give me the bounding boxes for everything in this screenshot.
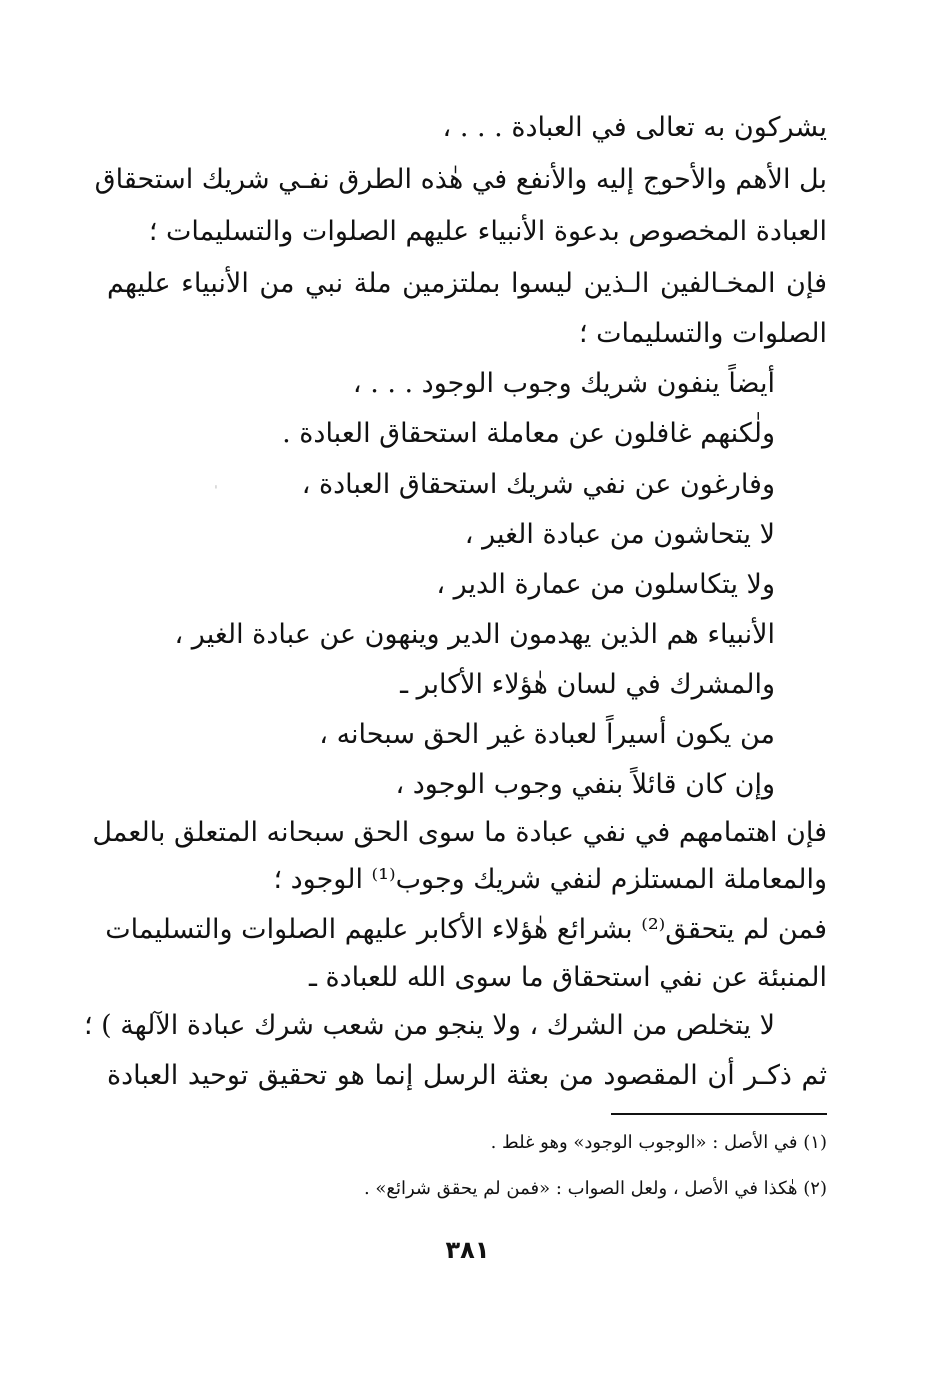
text-line-10: ولا يتكاسلون من عمارة الدير ، bbox=[436, 569, 775, 600]
text-line-16: والمعاملة المستلزم لنفي شريك وجوب⁽¹⁾ الوجود ؛ bbox=[273, 864, 827, 895]
text-line-9: لا يتحاشون من عبادة الغير ، bbox=[464, 519, 775, 550]
footnote-separator bbox=[611, 1113, 827, 1115]
text-line-6: أيضاً ينفون شريك وجوب الوجود . . . ، bbox=[352, 368, 775, 399]
page-number: ٣٨١ bbox=[445, 1236, 490, 1264]
text-line-20: ثم ذكـر أن المقصود من بعثة الرسل إنما هو تحقيق توحيد العبادة bbox=[107, 1060, 827, 1091]
text-line-8: وفارغون عن نفي شريك استحقاق العبادة ، bbox=[301, 469, 775, 500]
text-line-12: والمشرك في لسان هٰؤلاء الأكابر ـ bbox=[400, 669, 775, 700]
text-line-17: فمن لم يتحقق⁽²⁾ بشرائع هٰؤلاء الأكابر عليهم الصلوات والتسليمات bbox=[105, 914, 827, 945]
text-line-14: وإن كان قائلاً بنفي وجوب الوجود ، bbox=[395, 769, 775, 800]
footnote-2: (٢) هٰكذا في الأصل ، ولعل الصواب : «فمن لم يحقق شرائع» . bbox=[363, 1178, 827, 1199]
text-line-13: من يكون أسيراً لعبادة غير الحق سبحانه ، bbox=[319, 719, 775, 750]
text-line-18: المنبئة عن نفي استحقاق ما سوى الله للعبادة ـ bbox=[309, 962, 827, 993]
text-line-15: فإن اهتمامهم في نفي عبادة ما سوى الحق سبحانه المتعلق بالعمل bbox=[92, 817, 827, 848]
text-line-3: العبادة المخصوص بدعوة الأنبياء عليهم الصلوات والتسليمات ؛ bbox=[148, 216, 827, 247]
scan-speck: ˈ bbox=[214, 484, 218, 500]
text-line-1: يشركون به تعالى في العبادة . . . ، bbox=[442, 112, 827, 143]
text-line-11: الأنبياء هم الذين يهدمون الدير وينهون عن عبادة الغير ، bbox=[174, 619, 775, 650]
text-line-2: بل الأهم والأحوج إليه والأنفع في هٰذه الطرق نفـي شريك استحقاق bbox=[94, 164, 827, 195]
footnote-1: (١) في الأصل : «الوجوب الوجود» وهو غلط . bbox=[490, 1132, 827, 1153]
text-line-7: ولٰكنهم غافلون عن معاملة استحقاق العبادة . bbox=[282, 418, 775, 449]
text-line-19: لا يتخلص من الشرك ، ولا ينجو من شعب شرك عبادة الآلهة ) ؛ bbox=[83, 1010, 775, 1041]
text-line-5: الصلوات والتسليمات ؛ bbox=[578, 318, 827, 349]
text-line-4: فإن المخـالفين الـذين ليسوا بملتزمين ملة نبي من الأنبياء عليهم bbox=[107, 268, 827, 299]
